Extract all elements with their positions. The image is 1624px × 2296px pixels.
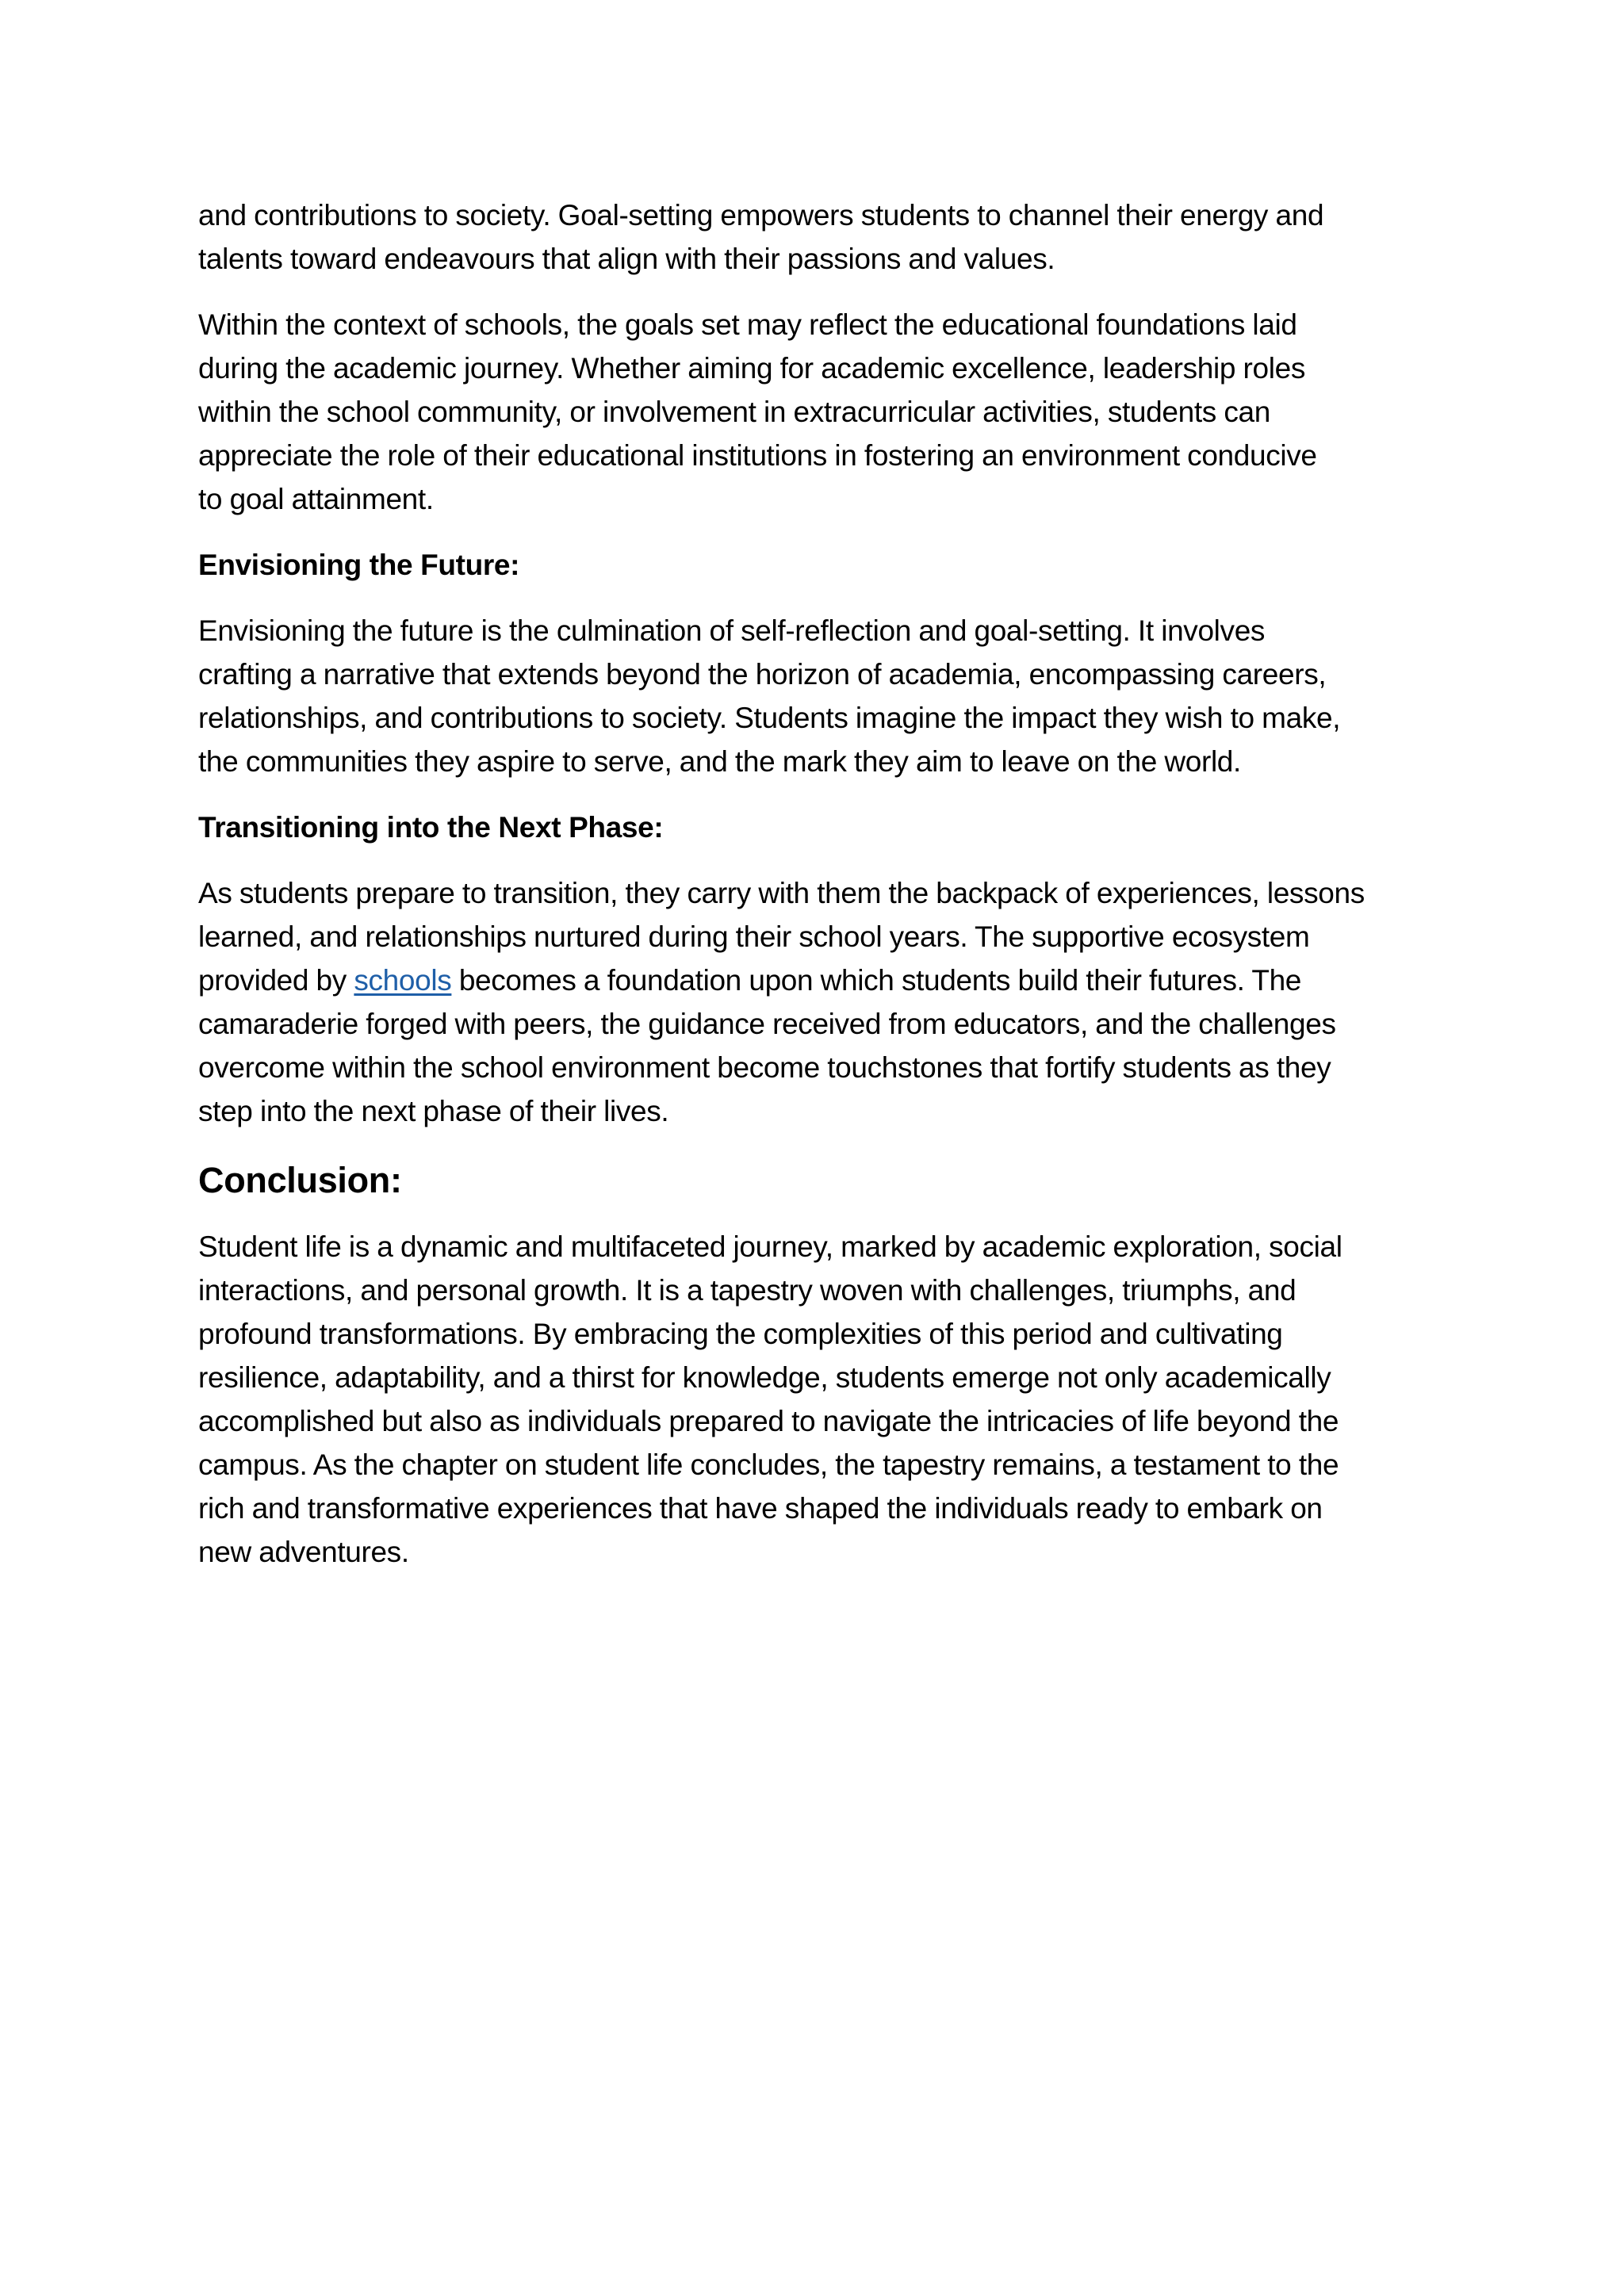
paragraph-schools-context [198, 303, 1443, 521]
text-segment: becomes a foundation upon which students build their futures. The [451, 964, 1302, 997]
text-line: during the academic journey. Whether aiming for academic excellence, leadership roles [198, 352, 1305, 385]
document-body [198, 193, 1443, 1596]
schools-link[interactable]: schools [354, 964, 452, 997]
text-segment: provided by [198, 964, 354, 997]
text-line: step into the next phase of their lives. [198, 1095, 669, 1127]
text-line: accomplished but also as individuals prepared to navigate the intricacies of life beyond the [198, 1405, 1339, 1437]
text-line: Envisioning the future is the culmination of self-reflection and goal-setting. It involves [198, 614, 1266, 647]
text-line-with-link [198, 959, 1443, 1002]
paragraph-goal-setting [198, 193, 1443, 281]
text-line: Within the context of schools, the goals set may reflect the educational foundations laid [198, 308, 1297, 341]
text-line: relationships, and contributions to society. Students imagine the impact they wish to make, [198, 702, 1341, 734]
text-line: Student life is a dynamic and multifaceted journey, marked by academic exploration, social [198, 1230, 1342, 1263]
text-line: campus. As the chapter on student life concludes, the tapestry remains, a testament to the [198, 1448, 1339, 1481]
text-line: new adventures. [198, 1536, 409, 1568]
text-line: talents toward endeavours that align with their passions and values. [198, 243, 1055, 275]
text-line: interactions, and personal growth. It is a tapestry woven with challenges, triumphs, and [198, 1274, 1297, 1307]
text-line: within the school community, or involvement in extracurricular activities, students can [198, 396, 1270, 428]
paragraph-conclusion [198, 1225, 1443, 1574]
paragraph-transitioning [198, 871, 1443, 1133]
text-line: to goal attainment. [198, 483, 434, 515]
heading-conclusion: Conclusion: [198, 1160, 402, 1200]
text-line: crafting a narrative that extends beyond the horizon of academia, encompassing careers, [198, 658, 1327, 691]
subheading-envisioning-future: Envisioning the Future: [198, 549, 520, 581]
text-line: overcome within the school environment become touchstones that fortify students as they [198, 1051, 1331, 1084]
text-line: rich and transformative experiences that have shaped the individuals ready to embark on [198, 1492, 1323, 1525]
paragraph-envisioning-future [198, 609, 1443, 783]
text-line: profound transformations. By embracing the complexities of this period and cultivating [198, 1318, 1283, 1350]
text-line: As students prepare to transition, they carry with them the backpack of experiences, lessons [198, 877, 1365, 909]
text-line: the communities they aspire to serve, and the mark they aim to leave on the world. [198, 745, 1241, 778]
text-line: appreciate the role of their educational institutions in fostering an environment conducive [198, 439, 1317, 472]
text-line: camaraderie forged with peers, the guidance received from educators, and the challenges [198, 1008, 1336, 1040]
text-line: resilience, adaptability, and a thirst for knowledge, students emerge not only academically [198, 1361, 1331, 1394]
text-line: and contributions to society. Goal-setting empowers students to channel their energy and [198, 199, 1324, 232]
subheading-transitioning: Transitioning into the Next Phase: [198, 811, 664, 844]
text-line: learned, and relationships nurtured during their school years. The supportive ecosystem [198, 920, 1310, 953]
